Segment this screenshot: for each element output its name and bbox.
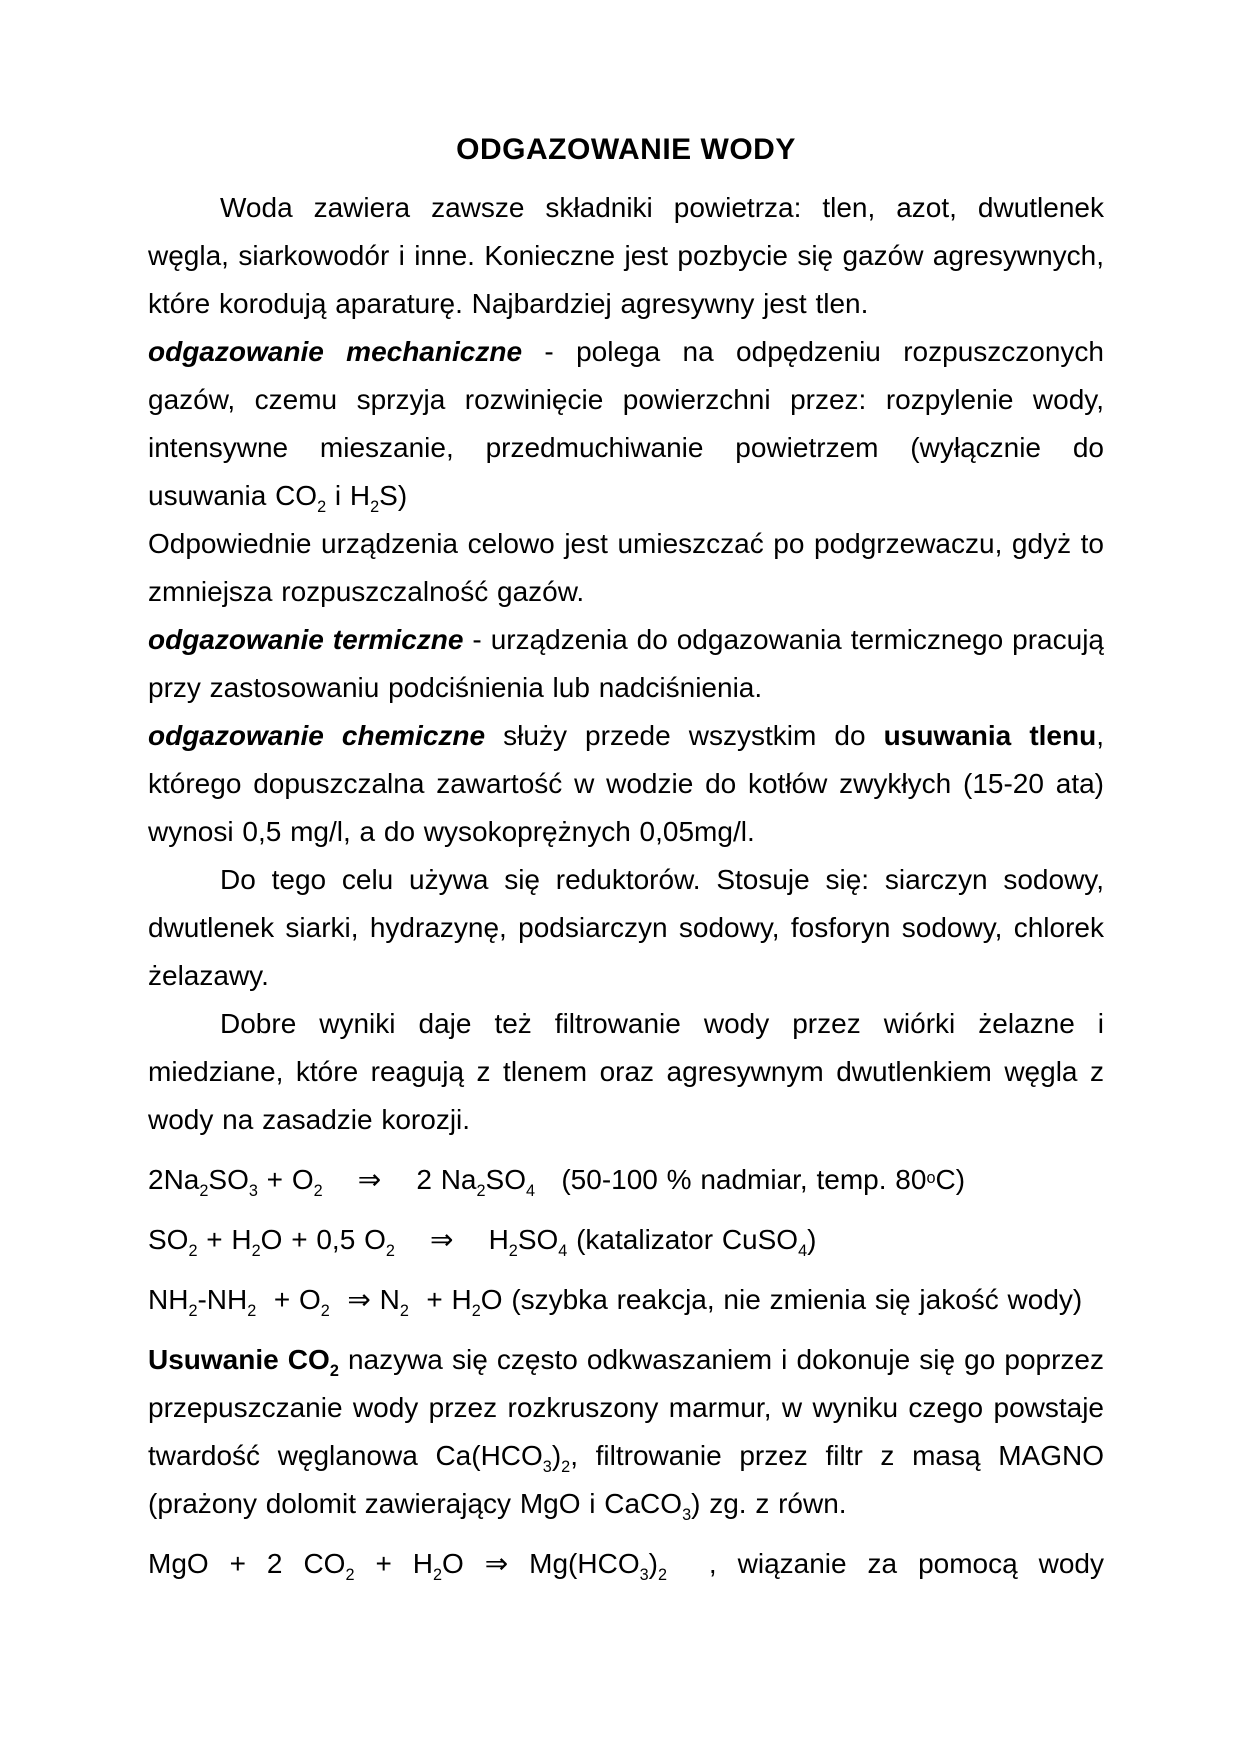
text-run: -NH (197, 1284, 248, 1315)
heater-placement-paragraph (148, 520, 1104, 616)
text-run: Odpowiednie urządzenia celowo jest umieszczać po podgrzewaczu, gdyż to zmniejsza rozpuszczalność gazów. (148, 528, 1104, 607)
equation-hydrazine (148, 1276, 1104, 1324)
subscript-text: 2 (329, 1362, 339, 1381)
text-run: + O (257, 1164, 314, 1195)
text-run: (katalizator CuSO (567, 1224, 799, 1255)
reductors-paragraph (148, 856, 1104, 1000)
text-run: + O (256, 1284, 321, 1315)
text-run: C) (935, 1164, 966, 1195)
text-run: + H (354, 1548, 433, 1579)
text-run: (50-100 % nadmiar, temp. 80 (535, 1164, 927, 1195)
subscript-text: 3 (542, 1458, 552, 1477)
subscript-text: 2 (345, 1566, 355, 1585)
text-run: NH (148, 1284, 189, 1315)
equation-magnesium-oxide (148, 1540, 1104, 1588)
text-run: , wiązanie za pomocą wody (667, 1548, 1104, 1579)
subscript-text: 2 (508, 1242, 518, 1261)
text-run: Do tego celu używa się reduktorów. Stosuje się: siarczyn sodowy, dwutlenek siarki, hydrazynę, podsiarczyn sodowy, fosforyn sodowy, chlorek żelazawy. (148, 864, 1104, 991)
text-run: , którego dopuszczalna zawartość w wodzie do kotłów zwykłych (15-20 ata) wynosi 0,5 mg/l, a do wysokoprężnych 0,05mg/l. (148, 720, 1104, 847)
co2-removal-paragraph (148, 1336, 1104, 1528)
text-run: SO (517, 1224, 559, 1255)
intro-paragraph (148, 184, 1104, 328)
subscript-text: 4 (558, 1242, 568, 1261)
text-run: Woda zawiera zawsze składniki powietrza: tlen, azot, dwutlenek węgla, siarkowodór i inne. Konieczne jest pozbycie się gazów agresywnych, które korodują aparaturę. Najbardziej agresywny jest tlen. (148, 192, 1104, 319)
text-run: i H (326, 480, 371, 511)
equation-sulfur-dioxide (148, 1216, 1104, 1264)
text-run: Dobre wyniki daje też filtrowanie wody przez wiórki żelazne i miedziane, które reagują z tlenem oraz agresywnym dwutlenkiem węgla z wody na zasadzie korozji. (148, 1008, 1104, 1135)
text-run: ) (807, 1224, 817, 1255)
equation-sodium-sulfite (148, 1156, 1104, 1204)
text-run: Usuwanie CO (148, 1344, 330, 1375)
text-run: służy przede wszystkim do (485, 720, 884, 751)
subscript-text: 2 (385, 1242, 395, 1261)
text-run: + H (408, 1284, 472, 1315)
text-run: 2Na (148, 1164, 200, 1195)
subscript-text: 3 (248, 1182, 258, 1201)
text-run: nazywa się często odkwaszaniem i dokonuje się go poprzez przepuszczanie wody przez rozkruszony marmur, w wyniku czego powstaje twardość węglanowa Ca(HCO (148, 1344, 1105, 1471)
text-run: - urządzenia do odgazowania termicznego pracują przy zastosowaniu podciśnienia lub nadciśnienia. (148, 624, 1104, 703)
text-run: ⇒ 2 Na (322, 1164, 477, 1195)
text-run: SO (148, 1224, 189, 1255)
text-run: odgazowanie termiczne (148, 624, 464, 655)
text-run: SO (208, 1164, 249, 1195)
text-run: ) zg. z równ. (691, 1488, 847, 1519)
subscript-text: 2 (251, 1242, 261, 1261)
mechanical-degassing-paragraph (148, 328, 1104, 520)
subscript-text: 2 (317, 498, 327, 517)
text-run: ⇒ N (329, 1284, 400, 1315)
subscript-text: 3 (639, 1566, 649, 1585)
subscript-text: 2 (561, 1458, 571, 1477)
paragraph-container (148, 184, 1104, 1588)
text-run: odgazowanie mechaniczne (148, 336, 523, 367)
text-run: O ⇒ Mg(HCO (442, 1548, 640, 1579)
subscript-text: 2 (432, 1566, 443, 1585)
thermal-degassing-paragraph (148, 616, 1104, 712)
text-run: O + 0,5 O (260, 1224, 386, 1255)
subscript-text: 2 (471, 1302, 481, 1321)
text-run: S) (379, 480, 408, 511)
text-run: + H (197, 1224, 252, 1255)
text-run: , filtrowanie przez filtr z masą MAGNO (prażony dolomit zawierający MgO i CaCO (148, 1440, 1104, 1519)
text-run: odgazowanie chemiczne (148, 720, 486, 751)
page-title: ODGAZOWANIE WODY (456, 133, 796, 166)
text-run: - polega na odpędzeniu rozpuszczonych gazów, czemu sprzyja rozwinięcie powierzchni przez: rozpylenie wody, intensywne mieszanie, przedmuchiwanie powietrzem (wyłącznie do usuwania CO (148, 336, 1104, 511)
subscript-text: 2 (476, 1182, 486, 1201)
subscript-text: 2 (313, 1182, 323, 1201)
subscript-text: 2 (199, 1182, 209, 1201)
document-body (148, 126, 1104, 1600)
subscript-text: 2 (370, 498, 380, 517)
subscript-text: 2 (320, 1302, 330, 1321)
subscript-text: 2 (188, 1242, 198, 1261)
subscript-text: 4 (798, 1242, 808, 1261)
subscript-text: 2 (188, 1302, 198, 1321)
text-run: O (szybka reakcja, nie zmienia się jakość wody) (480, 1284, 1083, 1315)
chemical-degassing-paragraph (148, 712, 1104, 856)
text-run: MgO + 2 CO (148, 1548, 346, 1579)
text-run: ) (648, 1548, 658, 1579)
subscript-text: 3 (682, 1506, 692, 1525)
subscript-text: 4 (525, 1182, 536, 1201)
text-run: usuwania tlenu (883, 720, 1097, 751)
text-run: ) (551, 1440, 562, 1471)
subscript-text: 2 (247, 1302, 257, 1321)
subscript-text: 2 (657, 1566, 667, 1585)
superscript-text: o (926, 1168, 936, 1187)
iron-filings-paragraph (148, 1000, 1104, 1144)
text-run: ⇒ H (394, 1224, 509, 1255)
text-run: SO (485, 1164, 526, 1195)
subscript-text: 2 (399, 1302, 409, 1321)
